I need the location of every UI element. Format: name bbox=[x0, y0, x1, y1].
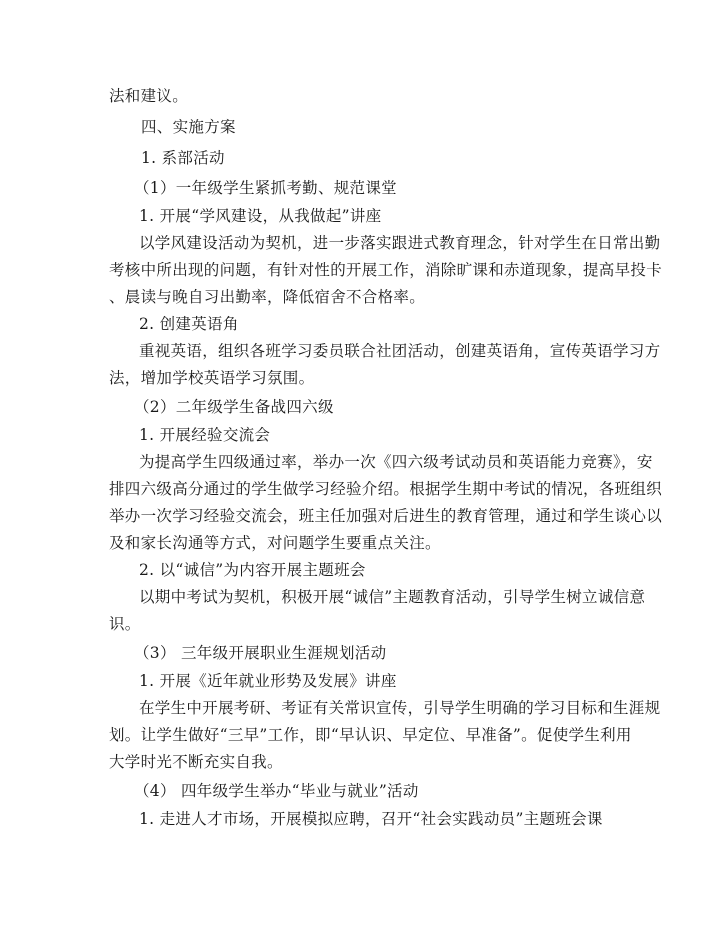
section-heading: 四、实施方案 bbox=[141, 118, 236, 136]
text-line: 识。 bbox=[109, 615, 141, 633]
text-line: 以期中考试为契机，积极开展“诚信”主题教育活动，引导学生树立诚信意 bbox=[139, 588, 646, 606]
text-line: 重视英语，组织各班学习委员联合社团活动，创建英语角，宣传英语学习方 bbox=[139, 342, 661, 360]
subsection-heading: （2）二年级学生备战四六级 bbox=[134, 398, 334, 416]
text-line: 及和家长沟通等方式，对问题学生要重点关注。 bbox=[109, 534, 441, 552]
item-heading: 1. 开展《近年就业形势及发展》讲座 bbox=[139, 672, 397, 690]
text-line: 排四六级高分通过的学生做学习经验介绍。根据学生期中考试的情况，各班组织 bbox=[109, 480, 663, 498]
item-heading: 1. 走进人才市场，开展模拟应聘，召开“社会实践动员”主题班会课 bbox=[139, 810, 603, 828]
text-line: 法，增加学校英语学习氛围。 bbox=[109, 369, 315, 387]
subsection-heading: 1. 系部活动 bbox=[141, 149, 225, 167]
item-heading: 2. 创建英语角 bbox=[139, 315, 239, 333]
subsection-heading: （3） 三年级开展职业生涯规划活动 bbox=[134, 644, 387, 662]
item-heading: 1. 开展“学风建设，从我做起”讲座 bbox=[139, 207, 382, 225]
text-line: 在学生中开展考研、考证有关常识宣传，引导学生明确的学习目标和生涯规 bbox=[139, 699, 661, 717]
text-line: 举办一次学习经验交流会，班主任加强对后进生的教育管理，通过和学生谈心以 bbox=[109, 507, 663, 525]
text-line: 法和建议。 bbox=[109, 87, 189, 105]
text-line: 以学风建设活动为契机，进一步落实跟进式教育理念，针对学生在日常出勤 bbox=[139, 234, 661, 252]
text-line: 大学时光不断充实自我。 bbox=[109, 753, 283, 771]
item-heading: 2. 以“诚信”为内容开展主题班会 bbox=[139, 561, 366, 579]
subsection-heading: （1）一年级学生紧抓考勤、规范课堂 bbox=[134, 179, 397, 197]
text-line: 划。让学生做好“三早”工作，即“早认识、早定位、早准备”。促使学生利用 bbox=[109, 726, 632, 744]
subsection-heading: （4） 四年级学生举办“毕业与就业”活动 bbox=[134, 782, 419, 800]
text-line: 考核中所出现的问题，有针对性的开展工作，消除旷课和赤道现象，提高早投卡 bbox=[109, 261, 663, 279]
text-line: 为提高学生四级通过率，举办一次《四六级考试动员和英语能力竞赛》，安 bbox=[139, 453, 653, 471]
item-heading: 1. 开展经验交流会 bbox=[139, 426, 271, 444]
text-line: 、晨读与晚自习出勤率，降低宿舍不合格率。 bbox=[109, 288, 426, 306]
